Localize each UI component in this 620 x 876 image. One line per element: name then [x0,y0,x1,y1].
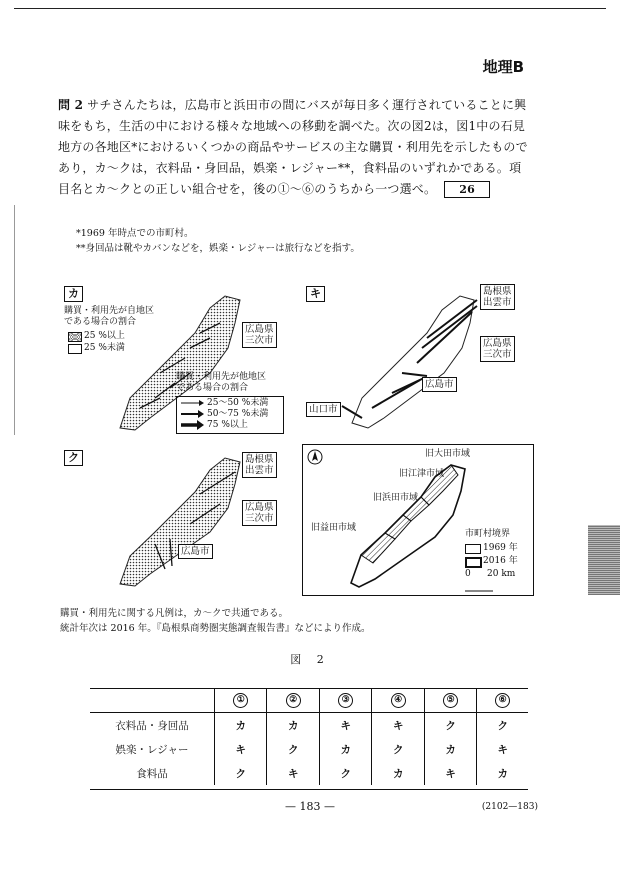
tag-hiroshima: 広島市 [422,377,457,392]
option-6: ⑥ [495,693,510,708]
legend-self-title: 購買・利用先が自地区 である場合の割合 [64,306,155,327]
arrow-3-label: 75 %以上 [207,420,248,430]
tag-izumo: 島根県 出雲市 [480,284,515,310]
subject-heading: 地理B [482,58,524,76]
table-cell: ク [477,713,528,738]
row-label: 衣料品・身回品 [115,719,189,732]
map-ka-label: カ [64,286,83,302]
table-cell: カ [267,713,319,738]
ref-masuda: 旧益田市域 [311,523,357,533]
table-cell: キ [267,761,319,785]
table-cell: ク [267,737,319,761]
answer-table [90,688,528,785]
footnote-2: **身回品は靴やカバンなどを，娯楽・レジャーは旅行などを指す。 [76,243,360,254]
map-ka [60,278,290,438]
arrow-legend-box [176,396,284,434]
legend-lo: 25 %未満 [84,343,125,353]
figure-2 [60,278,530,600]
boundary-title: 市町村境界 [465,529,511,539]
table-header-row [90,688,528,713]
figure-caption: 図 2 [290,653,330,666]
table-cell: キ [215,737,267,761]
arrow-1-label: 25～50 %未満 [207,398,269,408]
map-ku [60,444,290,594]
question-number: 問 2 [58,98,84,112]
table-cell: キ [424,761,476,785]
map-ku-label: ク [64,450,83,466]
table-row [90,737,528,761]
question-text: サチさんたちは，広島市と浜田市の間にバスが毎日多く運行されていることに興味をもち，生活の中における様々な地域への移動を調べた。次の図2は，図1中の石見地方の各地区*におけるいくつかの商品やサービスの主な購買・利用先を示したものであり，カ～クは，衣料品・身回品，娯楽・レジャー**，食料品のいずれかである。項目名とカ～クとの正しい組合せを，後の①～⑥のうちから一つ選べ。 [58,98,528,196]
table-row [90,713,528,738]
table-cell: カ [215,713,267,738]
option-4: ④ [391,693,406,708]
reference-map [302,444,534,596]
row-label: 娯楽・レジャー [115,743,189,756]
boundary-1969-swatch [465,544,481,554]
table-cell: ク [372,737,424,761]
ref-hamada: 旧浜田市域 [373,493,419,503]
question-block [58,95,528,200]
row-label: 食料品 [136,767,168,780]
figure-note-2: 統計年次は 2016 年。『島根県商勢圏実態調査報告書』などにより作成。 [60,623,371,634]
tag-hiroshima: 広島市 [178,544,213,559]
table-cell: キ [319,713,371,738]
legend-lo-swatch [68,344,82,354]
table-row [90,761,528,785]
ref-oda: 旧大田市域 [425,449,471,459]
table-cell: カ [424,737,476,761]
map-ki [302,278,532,438]
boundary-2016-swatch [465,557,482,568]
table-cell: キ [372,713,424,738]
table-cell: ク [424,713,476,738]
legend-hi: 25 %以上 [84,331,125,341]
option-2: ② [286,693,301,708]
table-cell: ク [319,761,371,785]
answer-box: 26 [444,181,490,198]
legend-hi-swatch [68,332,82,342]
table-cell: ク [215,761,267,785]
page-number: — 183 — [285,800,335,813]
table-cell: カ [477,761,528,785]
tag-miyoshi: 広島県 三次市 [480,336,515,362]
option-1: ① [233,693,248,708]
table-cell: カ [372,761,424,785]
option-3: ③ [338,693,353,708]
legend-other-title: 購買・利用先が他地区 である場合の割合 [176,372,267,393]
tag-miyoshi: 広島県 三次市 [242,500,277,526]
map-ki-label: キ [306,286,325,302]
figure-notes [60,606,370,636]
tag-izumo: 島根県 出雲市 [242,452,277,478]
figure-note-1: 購買・利用先に関する凡例は，カ～クで共通である。 [60,608,289,619]
arrow-legend-icons [179,397,205,433]
boundary-1969: 1969 年 [483,543,518,553]
footnote-1: *1969 年時点での市町村。 [76,228,194,239]
boundary-2016: 2016 年 [483,556,518,566]
page-code: (2102—183) [481,802,538,812]
side-thumb-index [588,525,620,595]
margin-line [14,205,15,435]
tag-miyoshi: 広島県 三次市 [242,322,277,348]
arrow-2-label: 50～75 %未満 [207,409,269,419]
option-5: ⑤ [443,693,458,708]
scale-20: 20 km [487,569,516,579]
table-cell: カ [319,737,371,761]
ref-gotsu: 旧江津市域 [399,469,445,479]
scale-0: 0 [465,569,471,579]
footnotes [76,226,360,256]
top-rule [14,8,606,9]
tag-yamaguchi: 山口市 [306,402,341,417]
table-cell: キ [477,737,528,761]
